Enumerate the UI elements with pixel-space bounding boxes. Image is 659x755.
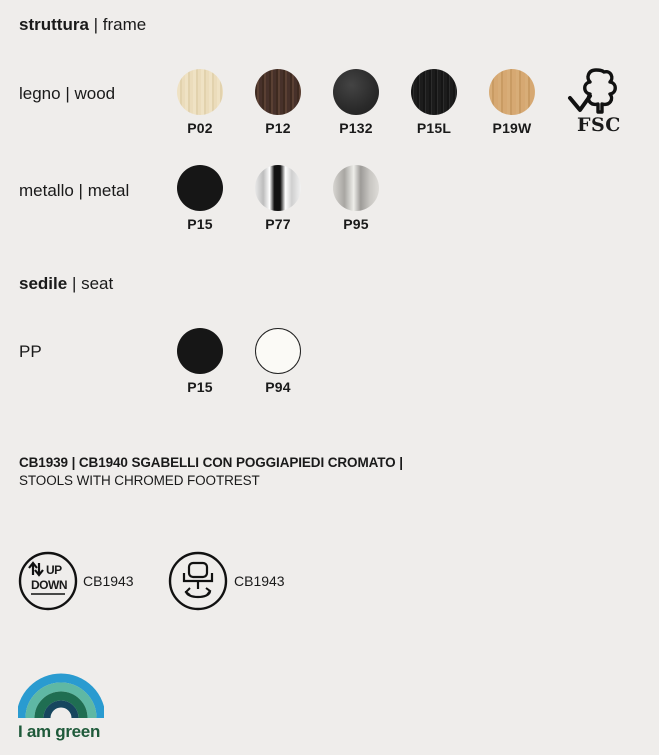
i-am-green-text: I am green (18, 722, 101, 741)
frame-title-sep: | (93, 15, 99, 34)
wood-label-en: wood (74, 84, 116, 103)
metal-label-sep: | (78, 181, 83, 200)
seat-title-it: sedile (19, 274, 68, 293)
feature-swivel-code: CB1943 (234, 573, 285, 589)
pp-swatch-p15 (177, 328, 223, 374)
feature-up-down (18, 551, 78, 611)
metal-swatch-code: P15 (187, 216, 213, 232)
pp-swatch-code: P15 (187, 379, 213, 395)
fsc-logo (566, 66, 626, 138)
metal-swatch-p95 (333, 165, 379, 211)
wood-swatch-p19w (489, 69, 535, 115)
pp-swatch-code: P94 (265, 379, 291, 395)
metal-label-it: metallo (19, 181, 74, 200)
metal-swatch-code: P77 (265, 216, 291, 232)
seat-title (19, 274, 113, 294)
fsc-tree-icon (566, 66, 626, 116)
metal-swatch-p15 (177, 165, 223, 211)
swivel-chair-icon (168, 551, 228, 611)
wood-swatch-code: P19W (492, 120, 532, 136)
wood-swatch-p15l (411, 69, 457, 115)
up-label: UP (46, 563, 62, 577)
note-line-2: STOOLS WITH CHROMED FOOTREST (19, 473, 260, 488)
wood-label (19, 84, 115, 104)
i-am-green-logo (18, 672, 108, 747)
pp-label: PP (19, 342, 42, 361)
wood-swatch-p12 (255, 69, 301, 115)
wood-swatch-p132 (333, 69, 379, 115)
note-line-1: CB1939 | CB1940 SGABELLI CON POGGIAPIEDI CROMATO | (19, 455, 403, 470)
wood-swatch-code: P12 (265, 120, 291, 136)
frame-title (19, 15, 146, 35)
frame-title-en: frame (102, 15, 147, 34)
rainbow-logo (18, 672, 104, 718)
down-label: DOWN (31, 578, 67, 592)
feature-swivel (168, 551, 228, 611)
metal-swatch-p77 (255, 165, 301, 211)
wood-swatch-code: P15L (416, 120, 452, 136)
metal-label-en: metal (87, 181, 130, 200)
fsc-label: FSC (577, 114, 621, 136)
wood-swatch-code: P02 (187, 120, 213, 136)
seat-title-en: seat (81, 274, 114, 293)
pp-swatch-p94 (255, 328, 301, 374)
metal-swatch-code: P95 (343, 216, 369, 232)
metal-label (19, 181, 129, 201)
wood-swatch-p02 (177, 69, 223, 115)
seat-title-sep: | (71, 274, 77, 293)
wood-swatch-code: P132 (339, 120, 373, 136)
wood-label-sep: | (65, 84, 70, 103)
wood-label-it: legno (19, 84, 61, 103)
feature-up-down-code: CB1943 (83, 573, 134, 589)
frame-title-it: struttura (19, 15, 89, 34)
